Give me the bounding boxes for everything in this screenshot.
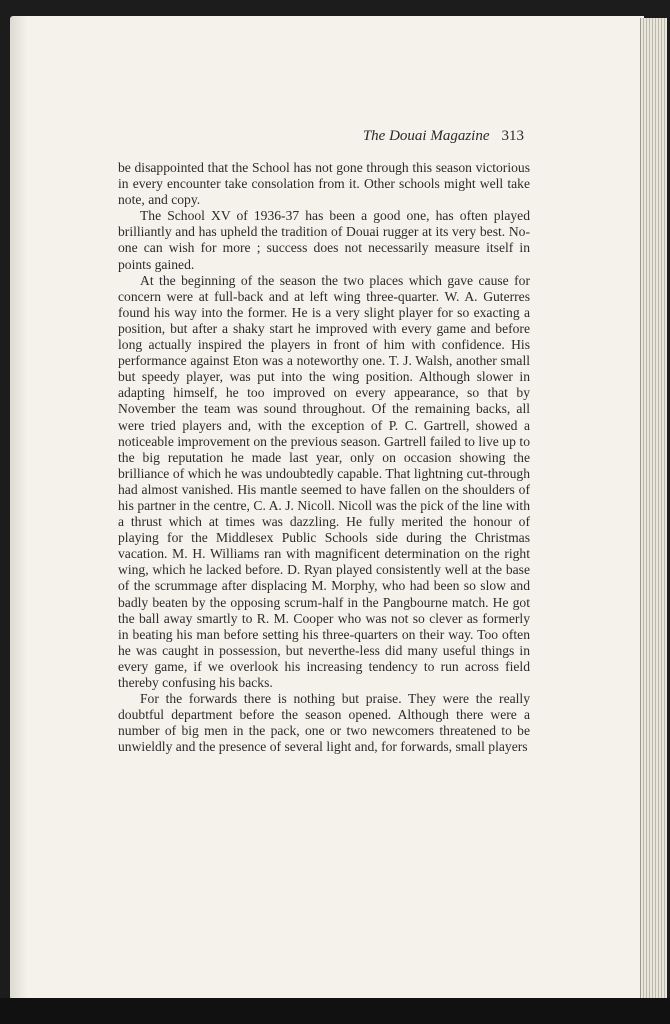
running-header — [120, 128, 524, 145]
paragraph-forwards: For the forwards there is nothing but praise. They were the really doubtful department before the season opened. Although there were a number of big men in the pack, one or two newcomers threatened to be unwieldly and the presence of several light and, for forwards, small players — [118, 691, 530, 755]
book-cover-edge — [0, 998, 670, 1024]
spine-shadow — [10, 16, 28, 1000]
page-number: 313 — [501, 128, 524, 144]
paragraph-school-xv: The School XV of 1936-37 has been a good one, has often played brilliantly and has upheld the tradition of Douai rugger at its very best. No-one can wish for more ; success does not necessarily measure itself in points gained. — [118, 208, 530, 272]
paragraph-backs: At the beginning of the season the two places which gave cause for concern were at full-back and at left wing three-quarter. W. A. Guterres found his way into the former. He is a very slight player for so exacting a position, but after a shaky start he improved with every game and before long actually inspired the players in front of him with confidence. His performance against Eton was a noteworthy one. T. J. Walsh, another small but speedy player, was put into the wing position. Although slower in adapting himself, he too improved on every appearance, so that by November the team was sound throughout. Of the remaining backs, all were tried players and, with the exception of P. C. Gartrell, showed a noticeable improvement on the previous season. Gartrell failed to live up to the big reputation he made last year, only on occasion showing the brilliance of which he was undoubtedly capable. That lightning cut-through had almost vanished. His mantle seemed to have fallen on the shoulders of his partner in the centre, C. A. J. Nicoll. Nicoll was the pick of the line with a thrust which at times was dazzling. He fully merited the honour of playing for the Middlesex Public Schools side during the Christmas vacation. M. H. Williams ran with magnificent determination on the right wing, which he lacked before. D. Ryan played consistently well at the base of the scrummage after displacing M. Morphy, who had been so slow and badly beaten by the opposing scrum-half in the Pangbourne match. He got the ball away smartly to R. M. Cooper who was not so clever as formerly in beating his man before setting his three-quarters on their way. Too often he was caught in possession, but neverthe-less did many useful things in every game, if we overlook his increasing tendency to run across field thereby confusing his backs. — [118, 272, 530, 690]
running-title: The Douai Magazine — [362, 128, 490, 144]
paragraph-continued: be disappointed that the School has not gone through this season victorious in every encounter take consolation from it. Other schools might well take note, and copy. — [118, 160, 530, 208]
article-body — [118, 160, 530, 755]
page-edges — [640, 18, 667, 1003]
